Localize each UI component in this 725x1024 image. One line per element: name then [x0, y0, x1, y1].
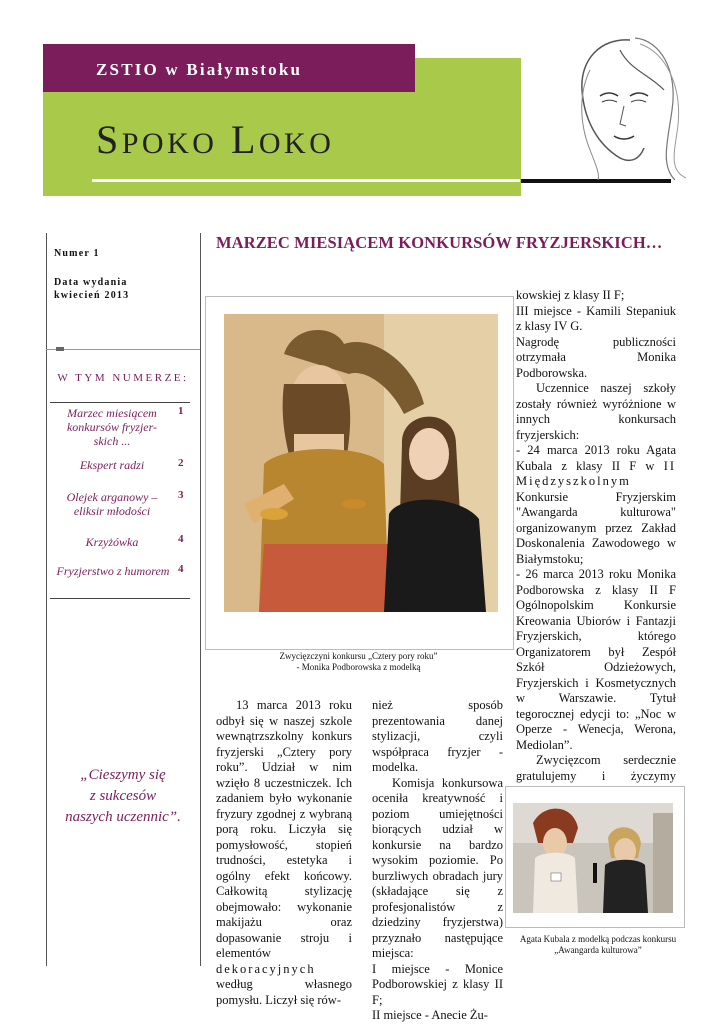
col2-paragraph-2: Komisja konkursowa oceniła kreatywność i poziom umiejętności biorących udział w konkursie na bardzo wysokim poziomie. Po burzliwych obradach jury (składające się z profesjonalistów z dziedziny fryzjerstwa) przyznało następujące miejsca:: [372, 775, 503, 960]
toc-item-3[interactable]: Olejek arganowy – eliksir młodości: [66, 490, 158, 518]
article-column-1: [216, 698, 352, 1008]
main-photo-caption: [205, 651, 512, 673]
sidebar-left-border: [46, 233, 47, 966]
issue-date: [54, 276, 129, 302]
pull-quote-line-3: naszych uczennic”.: [65, 809, 181, 825]
second-photo-caption-line-1: Agata Kubala z modelką podczas konkursu: [519, 934, 677, 944]
col3-paragraph-7: Zwycięzcom serdecznie gratulujemy i życzymy: [516, 753, 676, 783]
newsletter-title: SPOKO LOKO: [96, 117, 335, 162]
toc-item-2[interactable]: Ekspert radzi: [79, 458, 145, 472]
col3-p5-start: - 24 marca 2013 roku Agata Kubala z klasy II F w: [516, 443, 676, 473]
col3-paragraph-2: III miejsce - Kamili Stepaniuk z klasy IV G.: [516, 303, 676, 333]
col2-paragraph-1: nież sposób prezentowania danej stylizacji, czyli współpraca fryzjer - modelka.: [372, 698, 503, 774]
col3-p5-end: Konkursie Fryzjerskim "Awangarda kulturowa" organizowanym przez Zakład Doskonalenia Zawodowego w Białymstoku;: [516, 489, 676, 566]
issue-number: Numer 1: [54, 248, 100, 259]
col2-paragraph-3: I miejsce - Monice Podborowskiej z klasy II F;: [372, 961, 503, 1007]
pull-quote: [50, 765, 196, 828]
main-photo-caption-line-1: Zwycięzczyni konkursu „Cztery pory roku”: [279, 651, 438, 661]
toc-page-1: 1: [178, 405, 184, 417]
toc-bottom-rule: [50, 598, 190, 599]
main-photo-caption-line-2: - Monika Podborowska z modelką: [296, 662, 421, 672]
sidebar-divider: [46, 349, 200, 350]
issue-date-label: Data wydania: [54, 277, 128, 288]
toc-page-2: 2: [178, 457, 184, 469]
issue-date-value: kwiecień 2013: [54, 290, 130, 301]
col3-p5-spaced: II Międzyszkolnym: [516, 458, 677, 488]
pull-quote-line-1: „Cieszymy się: [80, 767, 166, 783]
pull-quote-line-2: z sukcesów: [89, 788, 157, 804]
second-photo-caption-line-2: „Awangarda kulturowa”: [554, 945, 642, 955]
article-headline: MARZEC MIESIĄCEM KONKURSÓW FRYZJERSKICH…: [216, 233, 663, 252]
toc-top-rule: [50, 402, 190, 403]
col3-paragraph-5: [516, 443, 676, 567]
col3-paragraph-6: - 26 marca 2013 roku Monika Podborowska z klasy II F Ogólnopolskim Konkursie Kreowania Ubiorów i Fantazji Fryzjerskich, którego Organizatorem był Zespół Szkół Odzieżowych, Fryzjerskich i Kosmetycznych w Warszawie. Tytuł tegorocznej edycji to: „Noc w Operze - Wenecja, Werona, Mediolan”.: [516, 567, 676, 752]
col3-paragraph-4: Uczennice naszej szkoły zostały również wyróżnione w innych konkursach fryzjerskich:: [516, 381, 676, 442]
toc-item-4[interactable]: Krzyżówka: [85, 535, 139, 549]
masthead-rule: [92, 179, 520, 182]
school-name: ZSTIO w Białymstoku: [96, 60, 303, 79]
col1-spaced-word: dekoracyjnych: [216, 961, 316, 976]
col2-paragraph-4: II miejsce - Anecie Żu-: [372, 1008, 488, 1022]
toc-page-3: 3: [178, 489, 184, 501]
toc-page-4: 4: [178, 533, 184, 545]
contest-winner-photo: [224, 314, 498, 612]
col3-paragraph-1: kowskiej z klasy II F;: [516, 288, 625, 302]
toc-heading: W TYM NUMERZE:: [57, 372, 189, 384]
second-photo-caption: [505, 934, 691, 956]
col3-paragraph-3: Nagrodę publiczności otrzymała Monika Podborowska.: [516, 334, 676, 380]
sidebar-divider-mark: [56, 347, 64, 351]
toc-item-5[interactable]: Fryzjerstwo z humorem: [56, 564, 170, 578]
toc-page-5: 4: [178, 563, 184, 575]
woman-face-illustration: [560, 30, 690, 180]
toc-item-1[interactable]: Marzec miesiącem konkursów fryzjer-skich ...: [66, 406, 158, 448]
col1-text-end: według własnego pomysłu. Liczył się rów-: [216, 977, 352, 1007]
awangarda-contest-photo: [513, 803, 673, 913]
col1-text: 13 marca 2013 roku odbył się w naszej szkole wewnątrzszkolny konkurs fryzjerski „Cztery pory roku”. Udział w nim wzięło 8 uczestniczek. Ich zadaniem było wykonanie fryzury zgodnej z wybraną porą roku. Liczyła się pomysłowość, stopień trudności, estetyka i ogólny efekt końcowy. Całkowitą stylizację obejmowało: wykonanie makijażu oraz dopasowanie stroju i elementów: [216, 698, 352, 960]
sidebar-right-border: [200, 233, 201, 966]
article-column-2: [372, 698, 503, 1024]
article-column-3: [516, 288, 676, 815]
